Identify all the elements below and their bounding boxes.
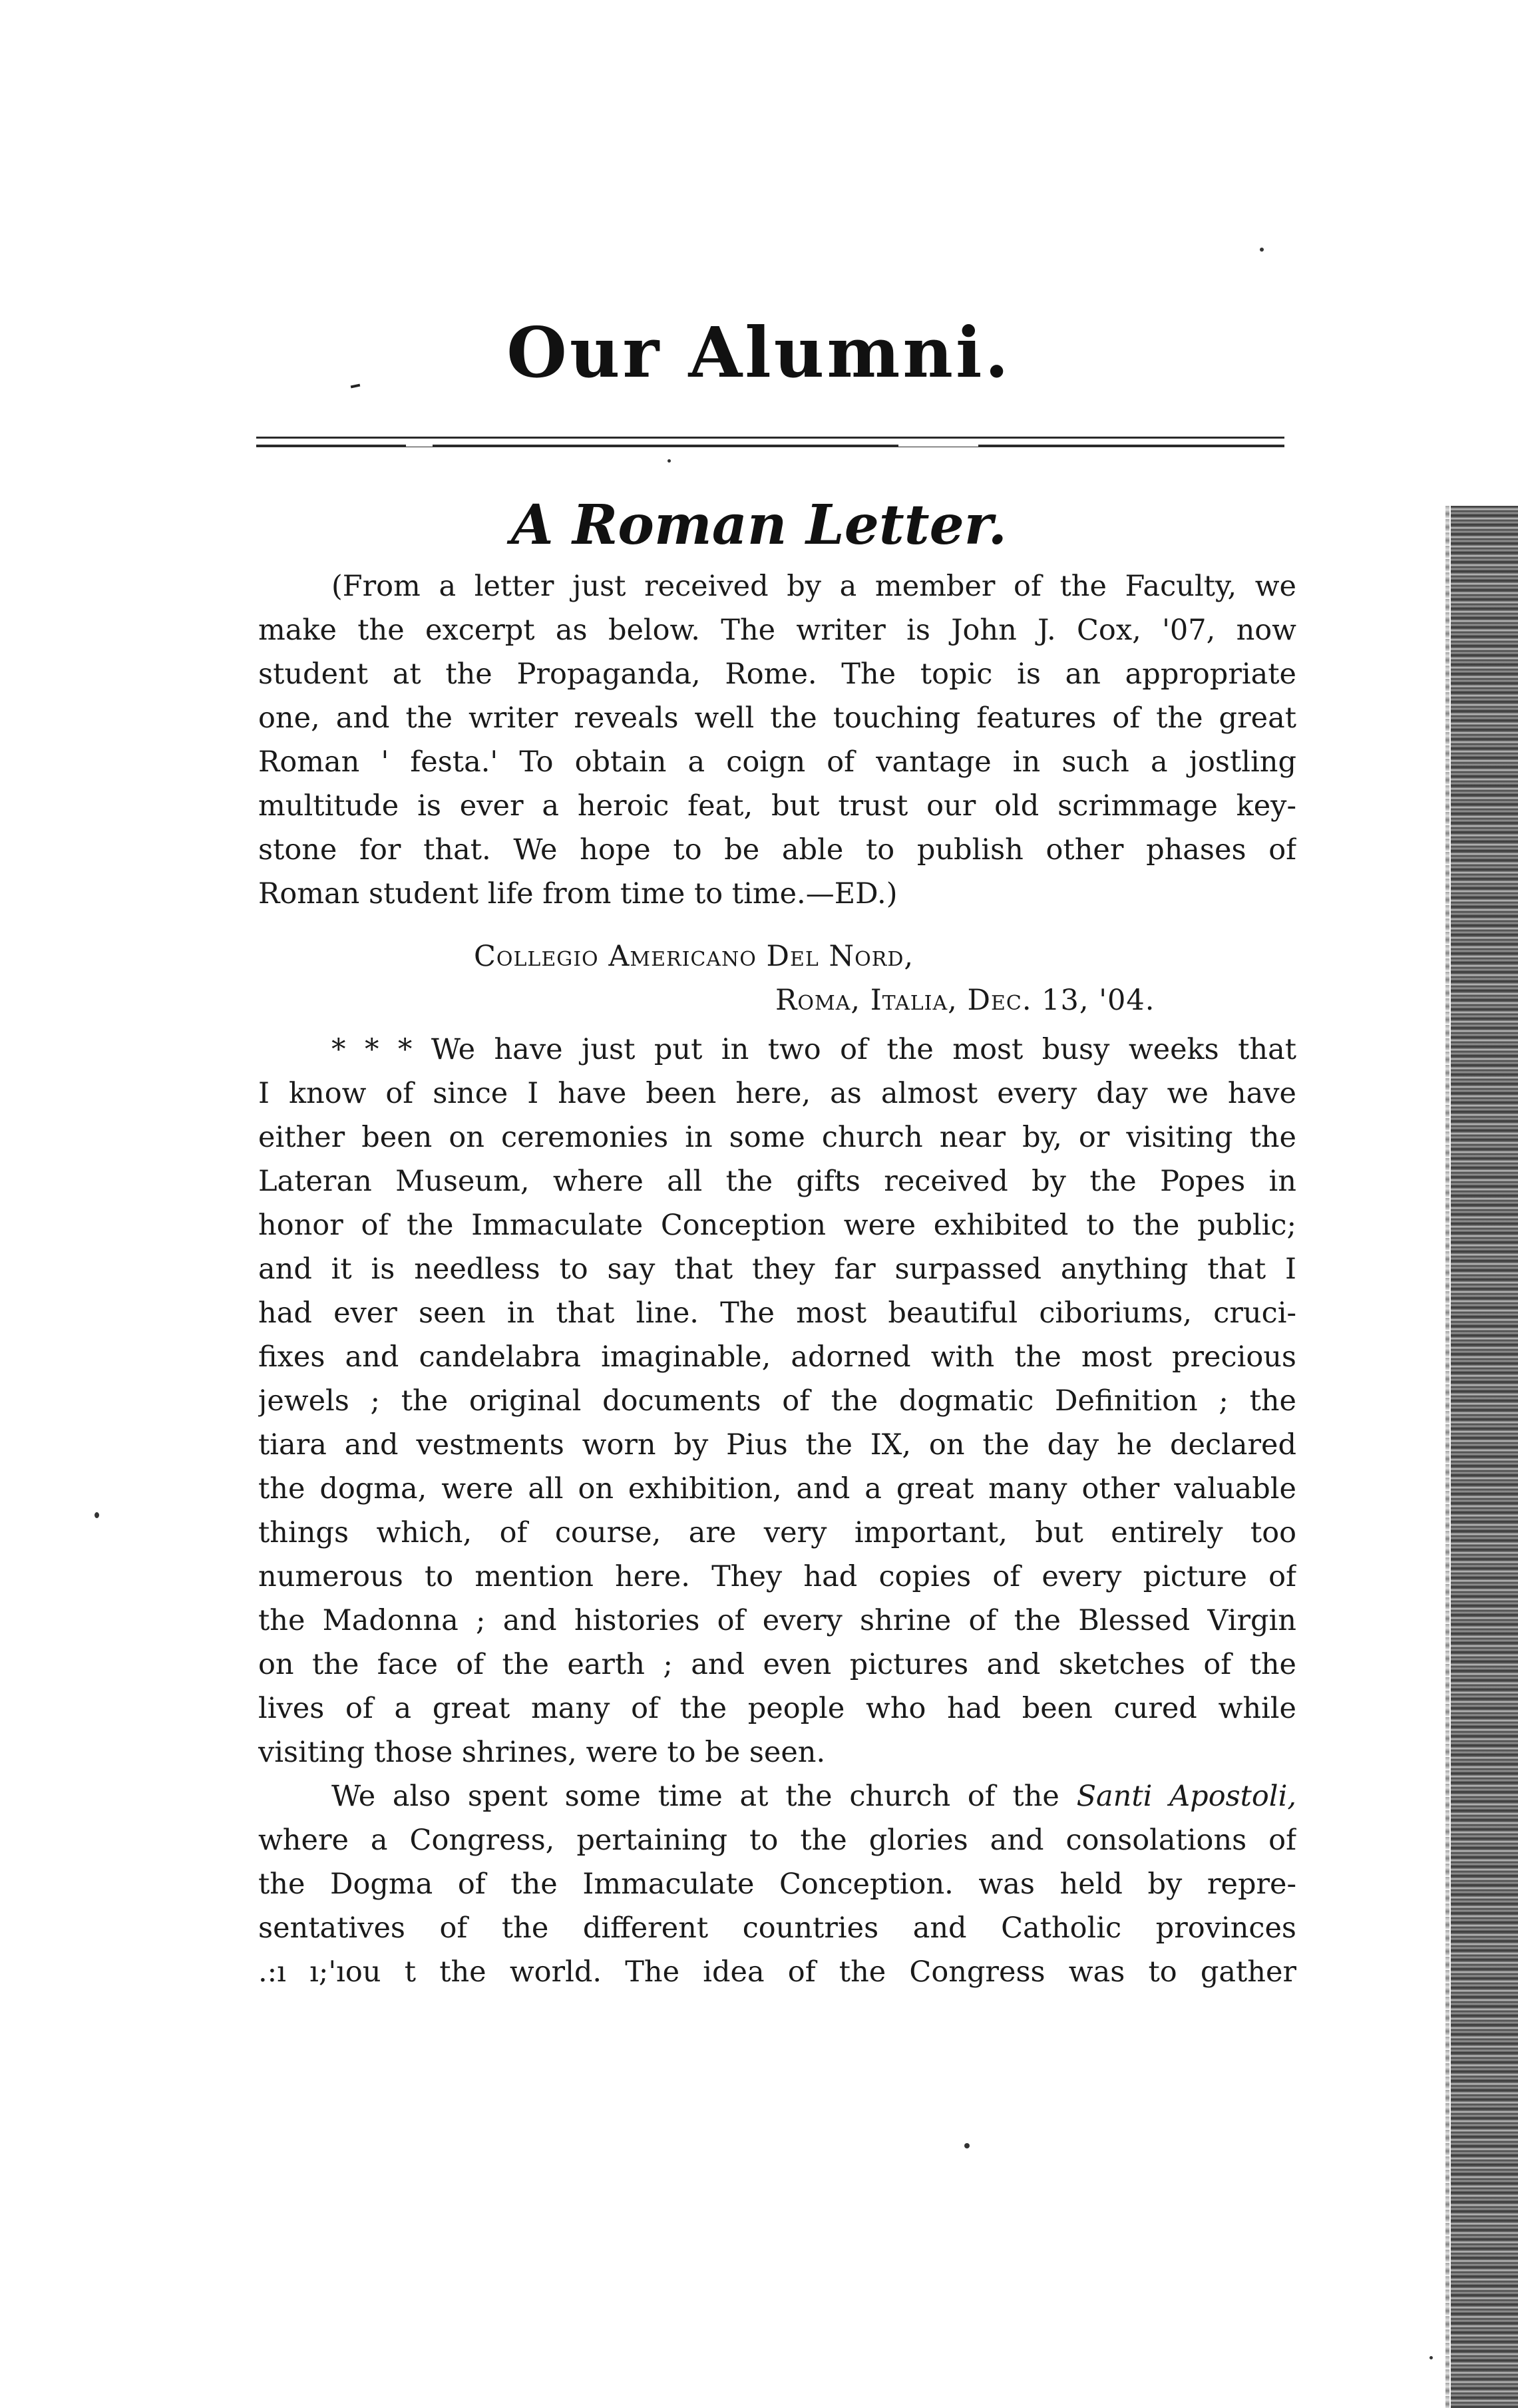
letter-line: fixes and candelabra imaginable, adorned with the most precious xyxy=(258,1340,1296,1374)
intro-line: stone for that. We hope to be able to publish other phases of xyxy=(258,833,1296,867)
letter-line xyxy=(258,1774,1296,1818)
letter-line: and it is needless to say that they far surpassed anything that I xyxy=(258,1253,1296,1286)
dateline-college: Collegio Americano Del Nord, xyxy=(474,940,914,973)
letter-line: I know of since I have been here, as almost every day we have xyxy=(258,1077,1296,1110)
letter-line: had ever seen in that line. The most beautiful ciboriums, cruci- xyxy=(258,1297,1296,1330)
intro-line: Roman student life from time to time.—ED.) xyxy=(258,877,898,910)
scan-speck xyxy=(1260,248,1264,252)
rule-break xyxy=(898,441,978,447)
letter-paragraph-1 xyxy=(258,1028,1296,1774)
letter-line: Lateran Museum, where all the gifts received by the Popes in xyxy=(258,1165,1296,1198)
scan-edge-shadow xyxy=(1445,506,1449,2408)
letter-text: We also spent some time at the church of the xyxy=(331,1780,1077,1813)
letter-line: sentatives of the different countries and Catholic provinces xyxy=(258,1911,1296,1945)
intro-line: Roman ' festa.' To obtain a coign of vantage in such a jostling xyxy=(258,745,1296,779)
letter-line: honor of the Immaculate Conception were exhibited to the public; xyxy=(258,1209,1296,1242)
church-name: Santi Apostoli, xyxy=(1076,1780,1296,1813)
letter-line: lives of a great many of the people who had been cured while xyxy=(258,1692,1296,1725)
letter-line: the Dogma of the Immaculate Conception. was held by repre- xyxy=(258,1868,1296,1901)
letter-line: things which, of course, are very important, but entirely too xyxy=(258,1516,1296,1549)
intro-line: (From a letter just received by a member of the Faculty, we xyxy=(331,570,1296,603)
scan-speck xyxy=(1429,2356,1433,2359)
letter-line: either been on ceremonies in some church near by, or visiting the xyxy=(258,1121,1296,1154)
intro-line: multitude is ever a heroic feat, but trust our old scrimmage key- xyxy=(258,789,1296,823)
double-rule-top xyxy=(256,437,1284,439)
article-title: A Roman Letter. xyxy=(510,493,1008,557)
scan-speck xyxy=(667,459,671,463)
scan-speck xyxy=(964,2143,970,2148)
dateline-place-date: Roma, Italia, Dec. 13, '04. xyxy=(775,984,1155,1017)
intro-paragraph xyxy=(258,564,1296,916)
letter-line: jewels ; the original documents of the dogmatic Definition ; the xyxy=(258,1384,1296,1418)
letter-line: visiting those shrines, were to be seen. xyxy=(258,1736,826,1769)
letter-line: where a Congress, pertaining to the glories and consolations of xyxy=(258,1824,1296,1857)
letter-line: * * * We have just put in two of the most busy weeks that xyxy=(331,1033,1296,1066)
letter-line: numerous to mention here. They had copies of every picture of xyxy=(258,1560,1296,1593)
intro-line: one, and the writer reveals well the touching features of the great xyxy=(258,702,1296,735)
letter-paragraph-2 xyxy=(258,1774,1296,1994)
letter-line: the Madonna ; and histories of every shrine of the Blessed Virgin xyxy=(258,1604,1296,1637)
section-title: Our Alumni. xyxy=(506,311,1012,393)
intro-line: student at the Propaganda, Rome. The topic is an appropriate xyxy=(258,658,1296,691)
scan-edge-binding xyxy=(1451,506,1518,2408)
letter-line: the dogma, were all on exhibition, and a great many other valuable xyxy=(258,1472,1296,1505)
letter-line: .:ı ı;'ıou t the world. The idea of the Congress was to gather xyxy=(258,1955,1296,1989)
intro-line: make the excerpt as below. The writer is John J. Cox, '07, now xyxy=(258,614,1296,647)
letter-line: on the face of the earth ; and even pictures and sketches of the xyxy=(258,1648,1296,1681)
rule-break xyxy=(406,441,433,447)
letter-line: tiara and vestments worn by Pius the IX, on the day he declared xyxy=(258,1428,1296,1462)
scan-speck xyxy=(95,1512,99,1518)
